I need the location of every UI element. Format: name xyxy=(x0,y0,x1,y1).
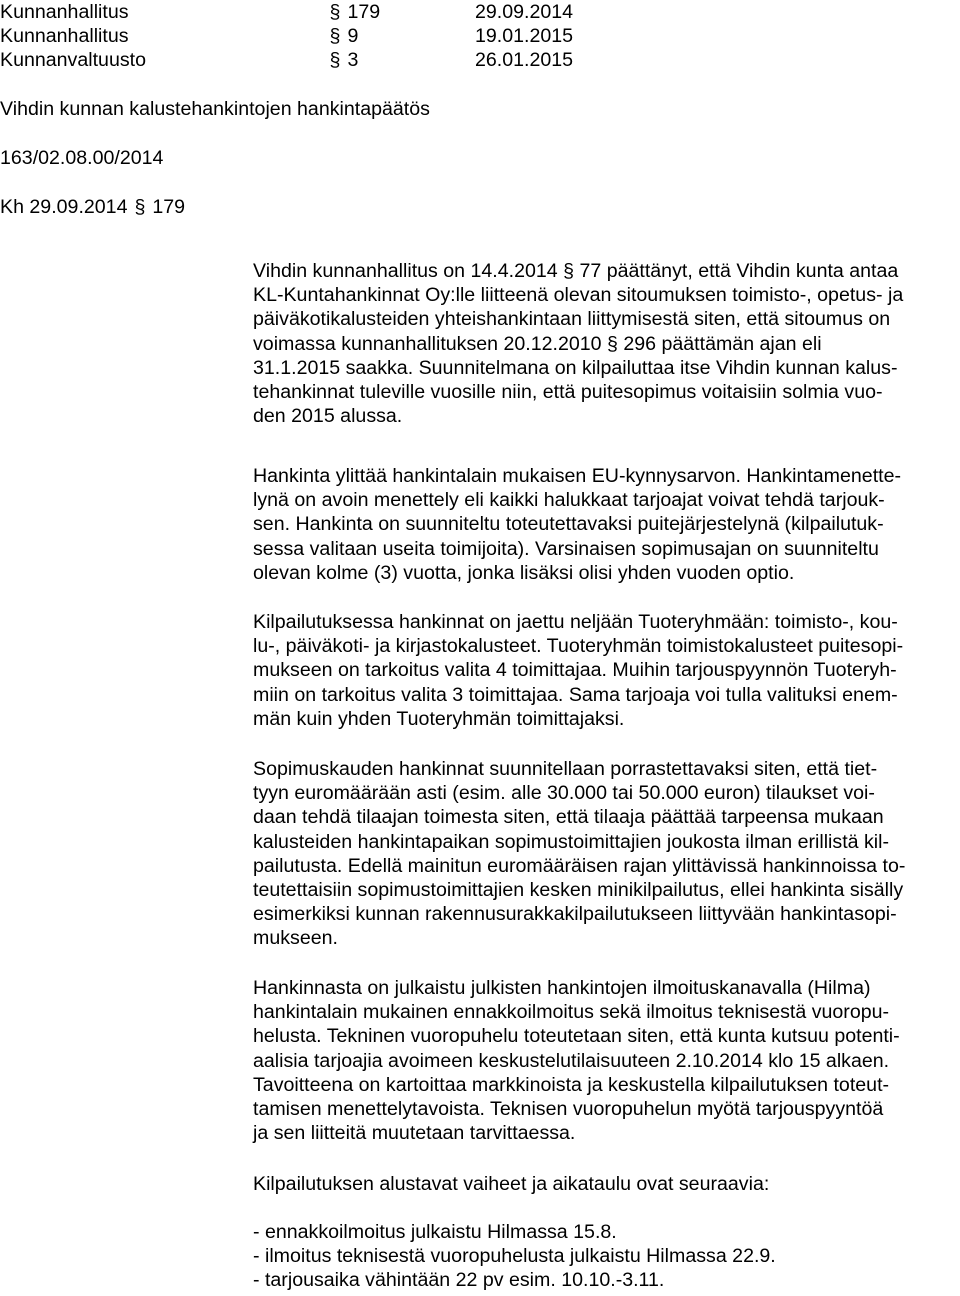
paragraph-line: esimerkiksi kunnan rakennusurakkakilpailutukseen liittyvään hankintasopi- xyxy=(253,903,897,926)
paragraph-staggered-purchases xyxy=(253,757,945,951)
paragraph-background xyxy=(253,259,945,428)
paragraph-line: lynä on avoin menettely eli kaikki halukkaat tarjoajat voivat tehdä tarjouk- xyxy=(253,489,885,512)
schedule-list xyxy=(253,1220,945,1293)
section-symbol-icon: § xyxy=(329,49,341,71)
paragraph-procurement-procedure xyxy=(253,464,945,585)
paragraph-line: Tavoitteena on kartoittaa markkinoista ja keskustella kilpailutuksen toteut- xyxy=(253,1073,890,1096)
paragraph-line: sessa valitaan useita toimijoita). Varsinaisen sopimusajan on suunniteltu xyxy=(253,537,879,560)
reference-prefix: Kh 29.09.2014 xyxy=(0,196,128,218)
paragraph-line: hankintalain mukainen ennakkoilmoitus sekä ilmoitus teknisestä vuoropu- xyxy=(253,1001,890,1024)
header-row-1 xyxy=(0,0,960,24)
paragraph-line: pailutusta. Edellä mainitun euromääräisen rajan ylittävissä hankinnoissa to- xyxy=(253,854,906,877)
paragraph-line: daan tehdä tilaajan toimesta siten, että tilaaja päättää tarpeensa mukaan xyxy=(253,806,884,829)
paragraph-line: sen. Hankinta on suunniteltu toteutettavaksi puitejärjestelynä (kilpailutuk- xyxy=(253,513,884,536)
paragraph-line: Hankinta ylittää hankintalain mukaisen EU-kynnysarvon. Hankintamenette- xyxy=(253,465,902,487)
header-section-number: § 3 xyxy=(329,49,359,71)
record-id: 163/02.08.00/2014 xyxy=(0,147,164,169)
section-symbol-icon: § xyxy=(329,25,341,47)
paragraph-schedule-intro xyxy=(253,1172,945,1196)
header-body-name: Kunnanvaltuusto xyxy=(0,49,146,71)
paragraph-line: 31.1.2015 saakka. Suunnitelmana on kilpailuttaa itse Vihdin kunnan kalus- xyxy=(253,356,898,379)
header-section-number: § 179 xyxy=(329,1,381,23)
list-item: - ilmoitus teknisestä vuoropuhelusta julkaistu Hilmassa 22.9. xyxy=(253,1245,776,1268)
header-row-2 xyxy=(0,24,960,48)
header-body-name: Kunnanhallitus xyxy=(0,1,129,23)
header-date: 19.01.2015 xyxy=(475,25,574,47)
header-date: 26.01.2015 xyxy=(475,49,574,71)
header-row-3 xyxy=(0,48,960,72)
document-title: Vihdin kunnan kalustehankintojen hankintapäätös xyxy=(0,98,430,120)
paragraph-line: aalisia tarjoajia avoimeen keskustelutilaisuuteen 2.10.2014 klo 15 alkaen. xyxy=(253,1049,890,1072)
paragraph-line: voimassa kunnanhallituksen 20.12.2010 § 296 päättämän ajan eli xyxy=(253,332,822,355)
paragraph-line: män kuin yhden Tuoteryhmän toimittajaksi. xyxy=(253,707,625,730)
paragraph-line: mukseen on tarkoitus valita 4 toimittajaa. Muihin tarjouspyynnön Tuoteryh- xyxy=(253,659,897,682)
paragraph-line: mukseen. xyxy=(253,927,338,950)
list-item: - ennakkoilmoitus julkaistu Hilmassa 15.8. xyxy=(253,1221,617,1243)
paragraph-line: ja sen liitteitä muutetaan tarvittaessa. xyxy=(253,1122,576,1145)
paragraph-line: Sopimuskauden hankinnat suunnitellaan porrastettavaksi siten, että tiet- xyxy=(253,758,878,780)
paragraph-line: tyyn euromäärään asti (esim. alle 30.000 tai 50.000 euron) tilaukset voi- xyxy=(253,782,875,805)
paragraph-line: miin on tarkoitus valita 3 toimittajaa. Sama tarjoaja voi tulla valituksi enem- xyxy=(253,683,898,706)
paragraph-line: päiväkotikalusteiden yhteishankintaan liittymisestä siten, että sitoumus on xyxy=(253,308,891,331)
paragraph-line: kalusteiden hankintapaikan sopimustoimittajien joukosta ilman erillistä kil- xyxy=(253,830,890,853)
paragraph-hilma-notice xyxy=(253,976,945,1145)
reference-number: 179 xyxy=(152,196,186,218)
header-date: 29.09.2014 xyxy=(475,1,574,23)
paragraph-line: KL-Kuntahankinnat Oy:lle liitteenä olevan sitoumuksen toimisto-, opetus- ja xyxy=(253,284,904,307)
paragraph-line: teutettaisiin sopimustoimittajien kesken minikilpailutus, ellei hankinta sisälly xyxy=(253,879,904,902)
list-item: - tarjousaika vähintään 22 pv esim. 10.10.-3.11. xyxy=(253,1269,665,1292)
paragraph-line: Kilpailutuksen alustavat vaiheet ja aikataulu ovat seuraavia: xyxy=(253,1173,770,1195)
section-symbol-icon: § xyxy=(329,1,341,23)
paragraph-line: olevan kolme (3) vuotta, jonka lisäksi olisi yhden vuoden optio. xyxy=(253,561,795,584)
paragraph-line: Vihdin kunnanhallitus on 14.4.2014 § 77 päättänyt, että Vihdin kunta antaa xyxy=(253,260,899,282)
paragraph-line: Hankinnasta on julkaistu julkisten hankintojen ilmoituskanavalla (Hilma) xyxy=(253,977,871,999)
header-body-name: Kunnanhallitus xyxy=(0,25,129,47)
reference xyxy=(0,195,185,219)
paragraph-line: Kilpailutuksessa hankinnat on jaettu neljään Tuoteryhmään: toimisto-, kou- xyxy=(253,611,898,633)
header-section-number: § 9 xyxy=(329,25,359,47)
paragraph-line: den 2015 alussa. xyxy=(253,405,403,428)
paragraph-product-groups xyxy=(253,610,945,731)
paragraph-line: lu-, päiväkoti- ja kirjastokalusteet. Tuoteryhmän toimistokalusteet puitesopi- xyxy=(253,635,904,658)
paragraph-line: tehankinnat tuleville vuosille niin, että puitesopimus voitaisiin solmia vuo- xyxy=(253,381,883,404)
paragraph-line: tamisen menettelytavoista. Teknisen vuoropuhelun myötä tarjouspyyntöä xyxy=(253,1098,884,1121)
section-symbol-icon: § xyxy=(134,196,146,218)
paragraph-line: helusta. Tekninen vuoropuhelu toteutetaan siten, että kunta kutsuu potenti- xyxy=(253,1025,900,1048)
